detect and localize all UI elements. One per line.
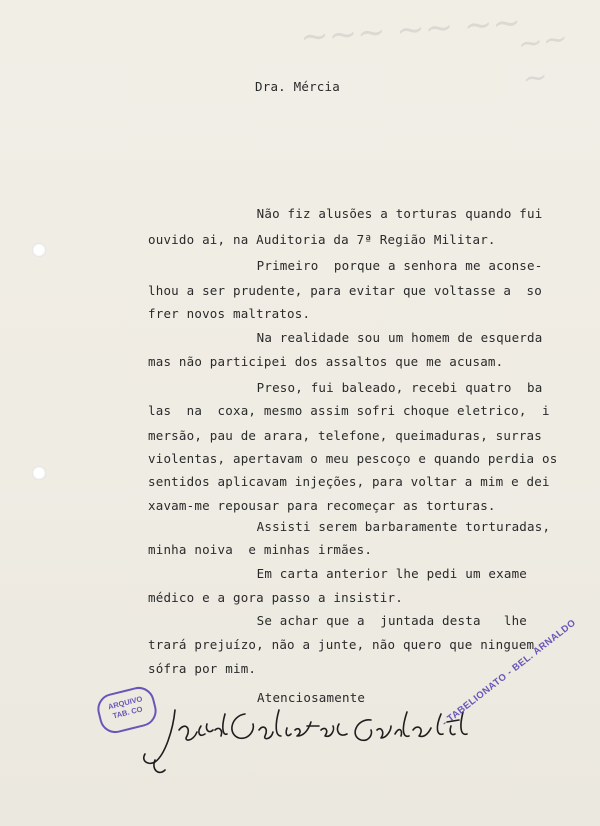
- body-line: sófra por mim.: [148, 661, 257, 676]
- body-line: mersão, pau de arara, telefone, queimaduras, surras: [148, 428, 543, 443]
- salutation: Dra. Mércia: [255, 79, 340, 94]
- body-line: lhou a ser prudente, para evitar que voltasse a so: [148, 283, 543, 298]
- notary-stamp-right: - TABELIONATO - BEL. ARNALDO: [440, 617, 579, 729]
- body-line: sentidos aplicavam injeções, para voltar a mim e dei: [148, 474, 550, 489]
- body-line: frer novos maltratos.: [148, 306, 311, 321]
- body-line: minha noiva e minhas irmães.: [148, 542, 373, 557]
- punch-hole-bottom: [32, 466, 46, 480]
- body-line: ouvido ai, na Auditoria da 7ª Região Militar.: [148, 232, 496, 247]
- punch-hole-top: [32, 243, 46, 257]
- reverse-ink-bleed-corner: ~~ ~: [515, 20, 571, 98]
- body-line: Preso, fui baleado, recebi quatro ba: [218, 380, 543, 395]
- body-line: Assisti serem barbaramente torturadas,: [218, 519, 551, 534]
- body-line: mas não participei dos assaltos que me acusam.: [148, 354, 504, 369]
- body-line: trará prejuízo, não a junte, não quero que ninguem: [148, 637, 535, 652]
- reverse-ink-bleed: ~~~ ~~ ~~: [298, 2, 523, 58]
- body-line: las na coxa, mesmo assim sofri choque eletrico, i: [148, 403, 550, 418]
- body-line: médico e a gora passo a insistir.: [148, 590, 403, 605]
- body-line: Em carta anterior lhe pedi um exame: [218, 566, 528, 581]
- closing: Atenciosamente: [257, 690, 366, 705]
- body-line: violentas, apertavam o meu pescoço e quando perdia os: [148, 451, 558, 466]
- body-line: Se achar que a juntada desta lhe: [218, 613, 528, 628]
- body-line: xavam-me repousar para recomeçar as torturas.: [148, 498, 496, 513]
- body-line: Não fiz alusões a torturas quando fui: [218, 206, 543, 221]
- body-line: Na realidade sou um homem de esquerda: [218, 330, 543, 345]
- body-line: Primeiro porque a senhora me aconse-: [218, 258, 543, 273]
- handwritten-signature: [135, 700, 475, 780]
- notary-stamp-left: ARQUIVO TAB. CO: [94, 684, 160, 737]
